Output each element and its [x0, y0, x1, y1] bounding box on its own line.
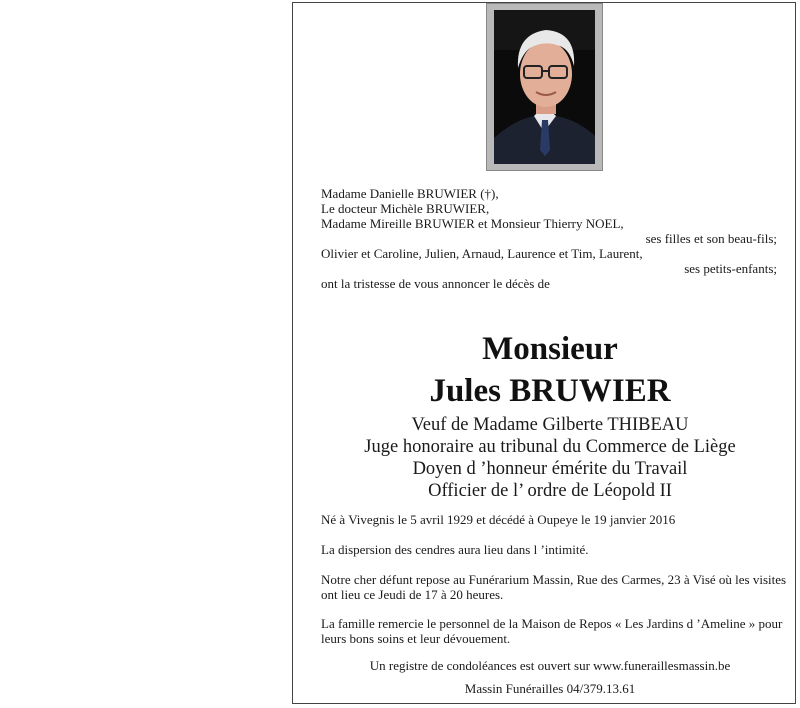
thanks-line-1: La famille remercie le personnel de la Maison de Repos « Les Jardins d ’Ameline » pour [321, 616, 783, 631]
repose-line-1: Notre cher défunt repose au Funérarium Massin, Rue des Carmes, 23 à Visé où les visites [321, 572, 787, 587]
family-line-3: Madame Mireille BRUWIER et Monsieur Thierry NOEL, [321, 216, 624, 231]
title-widow: Veuf de Madame Gilberte THIBEAU [411, 415, 689, 435]
family-line-1: Madame Danielle BRUWIER (†), [321, 186, 499, 201]
obituary-card [292, 2, 796, 704]
ashes-dispersal: La dispersion des cendres aura lieu dans l ’intimité. [321, 542, 589, 557]
funeral-home-contact: Massin Funérailles 04/379.13.61 [464, 681, 636, 696]
deceased-name: Jules BRUWIER [429, 373, 671, 409]
repose-line-2: ont lieu ce Jeudi de 17 à 20 heures. [321, 587, 504, 602]
portrait-illustration [494, 10, 595, 164]
announcement-line: ont la tristesse de vous annoncer le décès de [321, 276, 550, 291]
honorific-title: Monsieur [482, 331, 618, 367]
birth-death-dates: Né à Vivegnis le 5 avril 1929 et décédé à Oupeye le 19 janvier 2016 [321, 512, 676, 527]
title-officer: Officier de l’ ordre de Léopold II [428, 481, 672, 501]
title-judge: Juge honoraire au tribunal du Commerce de Liège [364, 437, 736, 457]
portrait-frame [486, 3, 603, 171]
grandchildren-line: Olivier et Caroline, Julien, Arnaud, Laurence et Tim, Laurent, [321, 246, 643, 261]
title-dean: Doyen d ’honneur émérite du Travail [412, 459, 688, 479]
grandchildren-note: ses petits-enfants; [684, 261, 777, 276]
thanks-line-2: leurs bons soins et leur dévouement. [321, 631, 511, 646]
daughters-note: ses filles et son beau-fils; [645, 231, 777, 246]
family-line-2: Le docteur Michèle BRUWIER, [321, 201, 490, 216]
portrait-photo [494, 10, 595, 164]
condolence-registry: Un registre de condoléances est ouvert sur www.funeraillesmassin.be [369, 658, 731, 673]
